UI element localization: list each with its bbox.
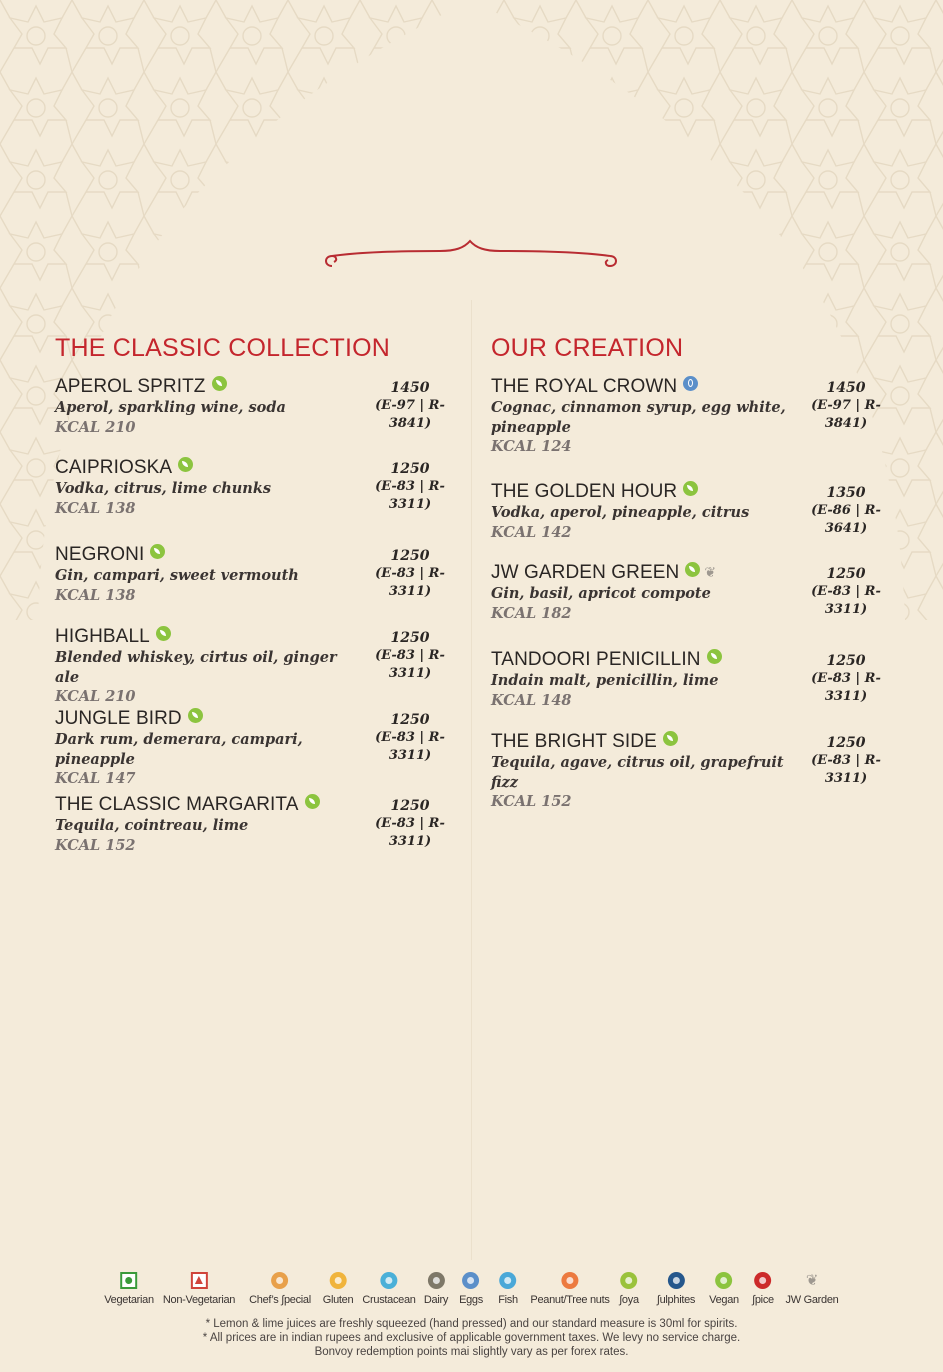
- classic-collection-column: [55, 333, 460, 854]
- item-price: [796, 379, 896, 433]
- dairy-icon: [427, 1272, 444, 1289]
- item-kcal: KCAL 138: [55, 586, 136, 604]
- legend-item: [709, 1272, 739, 1306]
- menu-item: [491, 562, 896, 623]
- menu-item: [491, 649, 896, 710]
- legend-label: ∫oya: [619, 1294, 639, 1306]
- legend-label: Dairy: [423, 1294, 449, 1306]
- item-description: Indain malt, penicillin, lime: [491, 672, 719, 689]
- price-value: 1250: [826, 566, 866, 582]
- redemption-points: (E-97 | R-3841): [375, 398, 445, 431]
- item-name: JUNGLE BIRD: [55, 708, 182, 729]
- legend-label: ∫ulphites: [656, 1294, 696, 1306]
- vegan-icon: [156, 626, 171, 641]
- item-name: TANDOORI PENICILLIN: [491, 649, 701, 670]
- price-value: 1250: [390, 712, 430, 728]
- item-price: [360, 797, 460, 851]
- legend-item: [498, 1272, 518, 1306]
- vegan-icon: [663, 731, 678, 746]
- crustacean-icon: [380, 1272, 397, 1289]
- item-description: Gin, basil, apricot compote: [491, 585, 711, 602]
- item-kcal: KCAL 210: [55, 418, 136, 436]
- item-price: [360, 379, 460, 433]
- legend-item: [104, 1272, 154, 1306]
- price-value: 1250: [826, 735, 866, 751]
- menu-item: [491, 481, 896, 542]
- item-description: Gin, campari, sweet vermouth: [55, 567, 299, 584]
- item-description: Blended whiskey, cirtus oil, ginger ale: [55, 649, 337, 686]
- menu-item: [491, 731, 896, 812]
- redemption-points: (E-83 | R-3311): [375, 566, 445, 599]
- non-vegetarian-icon: [191, 1272, 208, 1289]
- item-name: HIGHBALL: [55, 626, 150, 647]
- item-name: APEROL SPRITZ: [55, 376, 206, 397]
- item-kcal: KCAL 152: [55, 836, 136, 854]
- legend-item: [424, 1272, 448, 1306]
- vegan-icon: [212, 376, 227, 391]
- item-kcal: KCAL 124: [491, 438, 572, 455]
- item-kcal: KCAL 148: [491, 691, 572, 709]
- footnote-line: * Lemon & lime juices are freshly squeezed (hand pressed) and our standard measure is 30ml for spirits.: [205, 1318, 738, 1330]
- item-description: Cognac, cinnamon syrup, egg white, pineapple: [491, 399, 786, 436]
- item-kcal: KCAL 142: [491, 523, 572, 541]
- redemption-points: (E-83 | R-3311): [811, 671, 881, 704]
- eggs-icon: [463, 1272, 480, 1289]
- legend-label: Eggs: [459, 1294, 483, 1306]
- item-name: THE CLASSIC MARGARITA: [55, 794, 299, 815]
- legend-item: [786, 1272, 839, 1306]
- redemption-points: (E-83 | R-3311): [375, 730, 445, 763]
- column-divider: [471, 300, 472, 1260]
- item-price: [796, 484, 896, 538]
- item-name: CAIPRIOSKA: [55, 457, 173, 478]
- section-title: OUR CREATION: [491, 334, 684, 362]
- legend-label: Chef’s ∫pecial: [249, 1294, 311, 1306]
- item-name: THE GOLDEN HOUR: [491, 481, 678, 502]
- redemption-points: (E-83 | R-3311): [375, 648, 445, 681]
- price-value: 1350: [826, 485, 866, 501]
- legend-item: [459, 1272, 483, 1306]
- item-kcal: KCAL 152: [491, 793, 572, 810]
- legend-label: Crustacean: [362, 1294, 416, 1306]
- item-name: JW GARDEN GREEN: [491, 562, 680, 583]
- price-value: 1450: [390, 380, 430, 396]
- legend-label: ∫pice: [752, 1294, 774, 1306]
- legend-label: Fish: [498, 1294, 518, 1306]
- item-price: [360, 711, 460, 765]
- vegan-icon: [707, 649, 722, 664]
- menu-item: [55, 376, 460, 437]
- legend-item: [163, 1272, 235, 1306]
- redemption-points: (E-83 | R-3311): [375, 479, 445, 512]
- price-value: 1250: [390, 548, 430, 564]
- legend-item: [530, 1272, 609, 1306]
- section-title: THE CLASSIC COLLECTION: [55, 334, 391, 362]
- redemption-points: (E-83 | R-3311): [811, 753, 881, 786]
- item-price: [360, 629, 460, 683]
- chefs-special-icon: [271, 1272, 288, 1289]
- nuts-icon: [562, 1272, 579, 1289]
- item-price: [796, 734, 896, 788]
- ornament-divider: [320, 236, 622, 276]
- legend-item: [619, 1272, 639, 1306]
- vegan-icon: [150, 544, 165, 559]
- menu-item: [491, 376, 896, 457]
- legend-label: Peanut/Tree nuts: [530, 1294, 610, 1306]
- vegan-icon: [715, 1272, 732, 1289]
- menu-item: [55, 457, 460, 518]
- redemption-points: (E-83 | R-3311): [375, 816, 445, 849]
- fish-icon: [500, 1272, 517, 1289]
- item-description: Tequila, cointreau, lime: [55, 817, 249, 834]
- price-value: 1250: [390, 798, 430, 814]
- menu-item: [55, 708, 460, 789]
- legend-label: Vegetarian: [104, 1294, 154, 1306]
- legend-item: [323, 1272, 354, 1306]
- soya-icon: [621, 1272, 638, 1289]
- item-description: Dark rum, demerara, campari, pineapple: [55, 731, 303, 768]
- redemption-points: (E-83 | R-3311): [811, 584, 881, 617]
- legend-label: Vegan: [709, 1294, 739, 1306]
- item-kcal: KCAL 182: [491, 604, 572, 622]
- gluten-icon: [329, 1272, 346, 1289]
- vegan-icon: [188, 708, 203, 723]
- item-price: [360, 460, 460, 514]
- item-kcal: KCAL 138: [55, 499, 136, 517]
- legend-label: Non-Vegetarian: [162, 1294, 236, 1306]
- footnote-line: * All prices are in indian rupees and exclusive of applicable government taxes. We levy no service charge.: [202, 1332, 741, 1344]
- legend-item: [362, 1272, 415, 1306]
- item-description: Vodka, aperol, pineapple, citrus: [491, 504, 750, 521]
- jw-garden-icon: ❦: [805, 1271, 819, 1289]
- menu-item: [55, 626, 460, 707]
- vegetarian-icon: [120, 1272, 137, 1289]
- item-description: Tequila, agave, citrus oil, grapefruit fizz: [491, 754, 784, 791]
- item-name: NEGRONI: [55, 544, 145, 565]
- item-kcal: KCAL 147: [55, 770, 136, 787]
- vegan-icon: [178, 457, 193, 472]
- vegan-icon: [683, 481, 698, 496]
- price-value: 1250: [390, 461, 430, 477]
- item-kcal: KCAL 210: [55, 688, 136, 705]
- sulphites-icon: [667, 1272, 684, 1289]
- price-value: 1450: [826, 380, 866, 396]
- footnotes: [0, 1317, 943, 1359]
- legend-label: JW Garden: [785, 1294, 839, 1306]
- price-value: 1250: [826, 653, 866, 669]
- legend-label: Gluten: [322, 1294, 354, 1306]
- spice-icon: [754, 1272, 771, 1289]
- item-price: [796, 565, 896, 619]
- vegan-icon: [685, 562, 700, 577]
- menu-item: [55, 544, 460, 605]
- legend-item: [752, 1272, 774, 1306]
- item-price: [360, 547, 460, 601]
- legend-item: [657, 1272, 695, 1306]
- our-creation-column: [491, 333, 896, 810]
- eggs-icon: [683, 376, 698, 391]
- item-price: [796, 652, 896, 706]
- item-description: Aperol, sparkling wine, soda: [55, 399, 286, 416]
- item-description: Vodka, citrus, lime chunks: [55, 480, 272, 497]
- item-name: THE ROYAL CROWN: [491, 376, 678, 397]
- menu-item: [55, 794, 460, 855]
- vegan-icon: [305, 794, 320, 809]
- jw-garden-icon: ❦: [704, 565, 717, 581]
- redemption-points: (E-86 | R-3641): [811, 503, 881, 536]
- redemption-points: (E-97 | R-3841): [811, 398, 881, 431]
- footnote-line: Bonvoy redemption points mai slightly vary as per forex rates.: [314, 1346, 629, 1358]
- item-name: THE BRIGHT SIDE: [491, 731, 657, 752]
- price-value: 1250: [390, 630, 430, 646]
- legend-item: [249, 1272, 311, 1306]
